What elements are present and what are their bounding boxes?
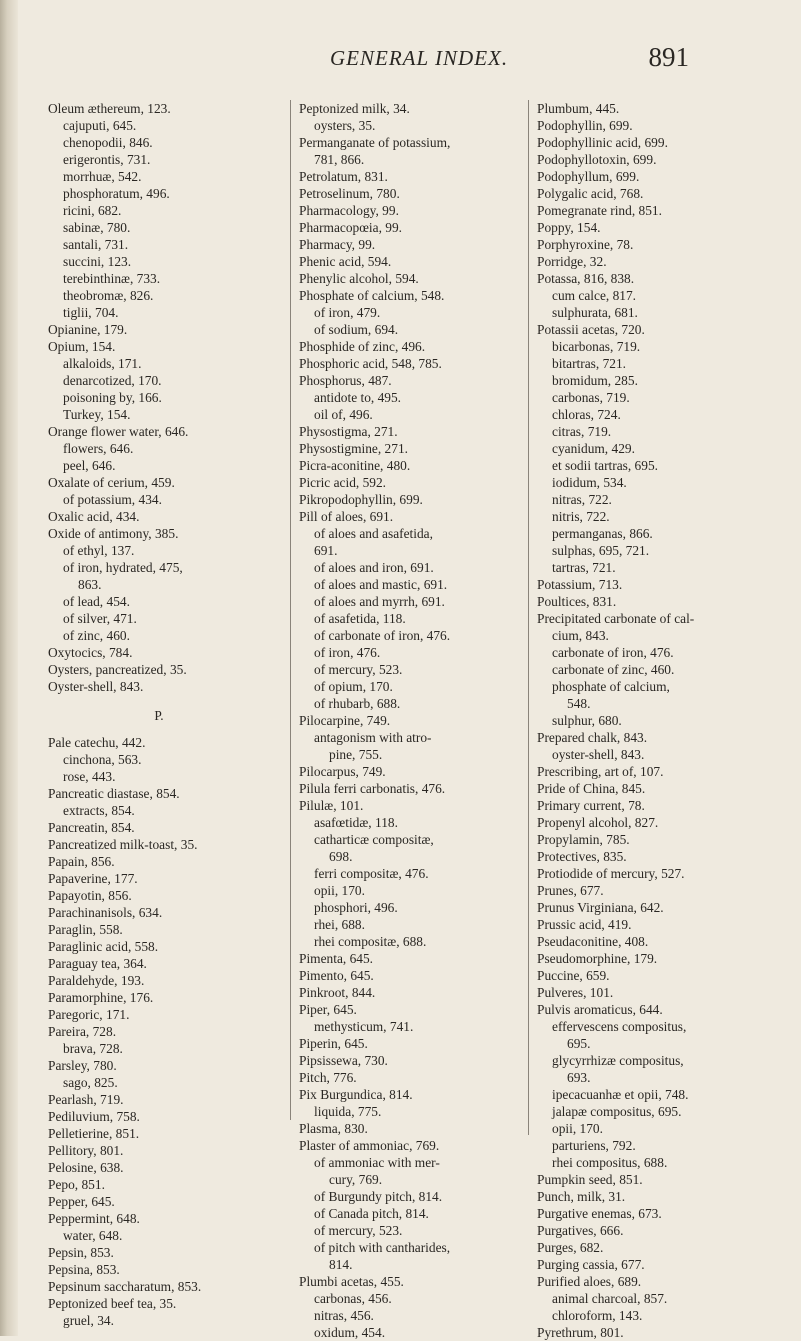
index-subentry: of silver, 471. [63, 611, 137, 626]
index-subentry: sulphurata, 681. [552, 305, 638, 320]
index-entry: Porphyroxine, 78. [537, 237, 634, 252]
index-entry: Pellitory, 801. [48, 1143, 124, 1158]
index-subentry: of iron, 479. [314, 305, 381, 320]
index-entry: Potassium, 713. [537, 577, 623, 592]
index-entry: Podophyllum, 699. [537, 169, 640, 184]
index-entry: Oxide of antimony, 385. [48, 526, 179, 541]
page-number: 891 [648, 42, 689, 72]
index-entry: Pix Burgundica, 814. [299, 1087, 413, 1102]
index-subentry: of Burgundy pitch, 814. [314, 1189, 443, 1204]
index-entry: Paramorphine, 176. [48, 990, 154, 1005]
index-entry: Parachinanisols, 634. [48, 905, 163, 920]
index-subentry: 698. [329, 849, 353, 864]
index-entry: Pancreatin, 854. [48, 820, 135, 835]
index-entry: Pilulæ, 101. [299, 798, 364, 813]
index-entry: Pepsinum saccharatum, 853. [48, 1279, 202, 1294]
index-subentry: theobromæ, 826. [63, 288, 154, 303]
running-title: GENERAL INDEX. [330, 46, 509, 70]
index-entry: Phosphoric acid, 548, 785. [299, 356, 442, 371]
index-subentry: of ethyl, 137. [63, 543, 135, 558]
index-entry: Pseudomorphine, 179. [537, 951, 658, 966]
index-subentry: 693. [567, 1070, 591, 1085]
index-subentry: of pitch with cantharides, [314, 1240, 451, 1255]
index-entry: Pimenta, 645. [299, 951, 374, 966]
index-entry: Oxalate of cerium, 459. [48, 475, 175, 490]
index-subentry: of zinc, 460. [63, 628, 130, 643]
index-entry: Piper, 645. [299, 1002, 357, 1017]
index-subentry: of sodium, 694. [314, 322, 399, 337]
index-subentry: ferri compositæ, 476. [314, 866, 429, 881]
index-entry: Paregoric, 171. [48, 1007, 130, 1022]
page-spine-shadow [0, 0, 18, 1336]
index-subentry: phosphoratum, 496. [63, 186, 170, 201]
index-subentry: tartras, 721. [552, 560, 616, 575]
index-subentry: of rhubarb, 688. [314, 696, 401, 711]
index-entry: Pepsina, 853. [48, 1262, 120, 1277]
index-subentry: iodidum, 534. [552, 475, 627, 490]
index-subentry: of Canada pitch, 814. [314, 1206, 429, 1221]
index-entry: Paraglin, 558. [48, 922, 123, 937]
index-subentry: brava, 728. [63, 1041, 123, 1056]
index-column-right [528, 100, 759, 1340]
index-subentry: bicarbonas, 719. [552, 339, 641, 354]
index-subentry: cinchona, 563. [63, 752, 142, 767]
index-entry: Phosphide of zinc, 496. [299, 339, 426, 354]
index-entry: Plaster of ammoniac, 769. [299, 1138, 440, 1153]
index-entry: Pikropodophyllin, 699. [299, 492, 423, 507]
index-entry: Pilocarpus, 749. [299, 764, 386, 779]
index-subentry: carbonate of zinc, 460. [552, 662, 675, 677]
index-subentry: 548. [567, 696, 591, 711]
index-subentry: ipecacuanhæ et opii, 748. [552, 1087, 689, 1102]
index-subentry: 781, 866. [314, 152, 365, 167]
index-subentry: effervescens compositus, [552, 1019, 687, 1034]
index-entry: Purgative enemas, 673. [537, 1206, 662, 1221]
index-subentry: opii, 170. [552, 1121, 603, 1136]
index-entry: Physostigma, 271. [299, 424, 398, 439]
index-subentry: nitras, 456. [314, 1308, 374, 1323]
index-subentry: cajuputi, 645. [63, 118, 137, 133]
index-entry: Pancreatized milk-toast, 35. [48, 837, 198, 852]
index-subentry: antidote to, 495. [314, 390, 402, 405]
page-header [60, 40, 689, 80]
index-entry: Poppy, 154. [537, 220, 601, 235]
index-subentry: nitris, 722. [552, 509, 610, 524]
index-entry: Papaverine, 177. [48, 871, 138, 886]
index-entry: Paraglinic acid, 558. [48, 939, 159, 954]
index-entry: Pipsissewa, 730. [299, 1053, 388, 1068]
index-subentry: carbonas, 456. [314, 1291, 392, 1306]
index-entry: Prescribing, art of, 107. [537, 764, 664, 779]
index-entry: Pediluvium, 758. [48, 1109, 140, 1124]
index-entry: Petroselinum, 780. [299, 186, 400, 201]
index-subentry: of carbonate of iron, 476. [314, 628, 451, 643]
index-entry: Oysters, pancreatized, 35. [48, 662, 187, 677]
index-entry: Phenic acid, 594. [299, 254, 392, 269]
index-entry: Oyster-shell, 843. [48, 679, 144, 694]
index-subentry: 695. [567, 1036, 591, 1051]
index-entry: Pilocarpine, 749. [299, 713, 391, 728]
index-subentry: of potassium, 434. [63, 492, 162, 507]
index-entry: Puccine, 659. [537, 968, 610, 983]
index-subentry: of mercury, 523. [314, 1223, 403, 1238]
index-entry: Orange flower water, 646. [48, 424, 189, 439]
index-subentry: methysticum, 741. [314, 1019, 414, 1034]
index-subentry: rhei compositæ, 688. [314, 934, 427, 949]
index-entry: Pseudaconitine, 408. [537, 934, 649, 949]
index-entry: Opium, 154. [48, 339, 116, 354]
index-entry: Potassii acetas, 720. [537, 322, 645, 337]
index-entry: Purified aloes, 689. [537, 1274, 642, 1289]
index-subentry: carbonas, 719. [552, 390, 630, 405]
index-subentry: water, 648. [63, 1228, 123, 1243]
index-entry: Pride of China, 845. [537, 781, 646, 796]
index-subentry: terebinthinæ, 733. [63, 271, 161, 286]
index-entry: Prussic acid, 419. [537, 917, 632, 932]
index-entry: Opianine, 179. [48, 322, 128, 337]
index-subentry: 691. [314, 543, 338, 558]
index-entry: Polygalic acid, 768. [537, 186, 644, 201]
index-entry: Pyrethrum, 801. [537, 1325, 624, 1340]
index-subentry: cury, 769. [329, 1172, 383, 1187]
index-entry: Propenyl alcohol, 827. [537, 815, 659, 830]
index-entry: Plumbi acetas, 455. [299, 1274, 404, 1289]
index-subentry: of opium, 170. [314, 679, 393, 694]
index-entry: Pepper, 645. [48, 1194, 115, 1209]
index-entry: Paraldehyde, 193. [48, 973, 145, 988]
index-subentry: erigerontis, 731. [63, 152, 151, 167]
index-entry: Pearlash, 719. [48, 1092, 124, 1107]
index-subentry: of aloes and mastic, 691. [314, 577, 448, 592]
index-entry: Papayotin, 856. [48, 888, 132, 903]
index-entry: Pharmacy, 99. [299, 237, 376, 252]
index-entry: Pimento, 645. [299, 968, 374, 983]
index-subentry: chloras, 724. [552, 407, 621, 422]
index-subentry: pine, 755. [329, 747, 383, 762]
index-entry: Pinkroot, 844. [299, 985, 376, 1000]
section-letter-heading: P. [154, 708, 164, 723]
index-subentry: parturiens, 792. [552, 1138, 636, 1153]
index-entry: Pharmacopœia, 99. [299, 220, 403, 235]
index-entry: Potassa, 816, 838. [537, 271, 635, 286]
index-subentry: Turkey, 154. [63, 407, 131, 422]
index-subentry: of lead, 454. [63, 594, 130, 609]
index-entry: Pepo, 851. [48, 1177, 105, 1192]
index-entry: Pitch, 776. [299, 1070, 357, 1085]
index-subentry: santali, 731. [63, 237, 129, 252]
index-subentry: of aloes and asafetida, [314, 526, 433, 541]
index-entry: Phosphate of calcium, 548. [299, 288, 445, 303]
index-subentry: peel, 646. [63, 458, 116, 473]
index-entry: Peptonized beef tea, 35. [48, 1296, 177, 1311]
index-entry: Podophyllinic acid, 699. [537, 135, 668, 150]
index-subentry: catharticæ compositæ, [314, 832, 434, 847]
index-subentry: of iron, 476. [314, 645, 381, 660]
index-entry: Picric acid, 592. [299, 475, 387, 490]
index-entry: Phenylic alcohol, 594. [299, 271, 419, 286]
index-entry: Prepared chalk, 843. [537, 730, 648, 745]
index-subentry: phosphori, 496. [314, 900, 398, 915]
index-subentry: cium, 843. [552, 628, 609, 643]
index-entry: Pelosine, 638. [48, 1160, 124, 1175]
index-subentry: rose, 443. [63, 769, 116, 784]
index-subentry: bromidum, 285. [552, 373, 638, 388]
index-subentry: permanganas, 866. [552, 526, 653, 541]
index-subentry: chloroform, 143. [552, 1308, 643, 1323]
index-subentry: sabinæ, 780. [63, 220, 131, 235]
index-subentry: glycyrrhizæ compositus, [552, 1053, 684, 1068]
index-entry: Propylamin, 785. [537, 832, 630, 847]
index-subentry: nitras, 722. [552, 492, 612, 507]
index-entry: Pareira, 728. [48, 1024, 117, 1039]
index-entry: Pharmacology, 99. [299, 203, 399, 218]
index-entry: Protiodide of mercury, 527. [537, 866, 685, 881]
index-subentry: extracts, 854. [63, 803, 135, 818]
index-entry: Purgatives, 666. [537, 1223, 624, 1238]
index-entry: Prunus Virginiana, 642. [537, 900, 664, 915]
index-entry: Podophyllin, 699. [537, 118, 633, 133]
index-entry: Pancreatic diastase, 854. [48, 786, 180, 801]
index-subentry: flowers, 646. [63, 441, 134, 456]
index-subentry: phosphate of calcium, [552, 679, 670, 694]
index-entry: Protectives, 835. [537, 849, 627, 864]
index-entry: Prunes, 677. [537, 883, 604, 898]
index-entry: Poultices, 831. [537, 594, 617, 609]
index-entry: Parsley, 780. [48, 1058, 117, 1073]
index-subentry: chenopodii, 846. [63, 135, 153, 150]
index-entry: Purging cassia, 677. [537, 1257, 645, 1272]
index-subentry: of asafetida, 118. [314, 611, 406, 626]
index-subentry: of aloes and myrrh, 691. [314, 594, 445, 609]
index-entry: Piperin, 645. [299, 1036, 368, 1051]
index-subentry: cyanidum, 429. [552, 441, 635, 456]
index-subentry: tiglii, 704. [63, 305, 119, 320]
index-subentry: sulphur, 680. [552, 713, 622, 728]
index-entry: Pumpkin seed, 851. [537, 1172, 643, 1187]
index-entry: Pilula ferri carbonatis, 476. [299, 781, 446, 796]
index-subentry: bitartras, 721. [552, 356, 627, 371]
index-subentry: of aloes and iron, 691. [314, 560, 434, 575]
index-subentry: 863. [78, 577, 102, 592]
index-subentry: rhei, 688. [314, 917, 365, 932]
index-subentry: of iron, hydrated, 475, [63, 560, 183, 575]
index-subentry: et sodii tartras, 695. [552, 458, 658, 473]
index-subentry: oysters, 35. [314, 118, 376, 133]
index-entry: Peppermint, 648. [48, 1211, 140, 1226]
index-subentry: alkaloids, 171. [63, 356, 142, 371]
index-entry: Oxytocics, 784. [48, 645, 133, 660]
index-entry: Permanganate of potassium, [299, 135, 451, 150]
index-entry: Purges, 682. [537, 1240, 604, 1255]
index-entry: Pulveres, 101. [537, 985, 614, 1000]
index-entry: Papain, 856. [48, 854, 115, 869]
index-entry: Pill of aloes, 691. [299, 509, 394, 524]
index-subentry: gruel, 34. [63, 1313, 114, 1328]
index-column-middle [290, 100, 517, 1340]
index-subentry: jalapæ compositus, 695. [552, 1104, 682, 1119]
index-column-left [48, 100, 270, 1329]
index-entry: Primary current, 78. [537, 798, 645, 813]
index-subentry: opii, 170. [314, 883, 365, 898]
index-entry: Oleum ætherеum, 123. [48, 101, 171, 116]
index-subentry: oxidum, 454. [314, 1325, 386, 1340]
index-subentry: morrhuæ, 542. [63, 169, 142, 184]
index-entry: Phosphorus, 487. [299, 373, 392, 388]
index-entry: Porridge, 32. [537, 254, 607, 269]
index-entry: Picra-aconitine, 480. [299, 458, 411, 473]
index-subentry: 814. [329, 1257, 353, 1272]
index-entry: Pale catechu, 442. [48, 735, 146, 750]
index-entry: Pomegranate rind, 851. [537, 203, 662, 218]
index-subentry: animal charcoal, 857. [552, 1291, 668, 1306]
index-entry: Petrolatum, 831. [299, 169, 388, 184]
index-entry: Pulvis aromaticus, 644. [537, 1002, 663, 1017]
index-subentry: rhei compositus, 688. [552, 1155, 668, 1170]
index-entry: Plumbum, 445. [537, 101, 620, 116]
index-subentry: sulphas, 695, 721. [552, 543, 650, 558]
index-subentry: ricini, 682. [63, 203, 122, 218]
index-subentry: oil of, 496. [314, 407, 373, 422]
index-entry: Physostigmine, 271. [299, 441, 408, 456]
index-subentry: poisoning by, 166. [63, 390, 162, 405]
index-subentry: cum calce, 817. [552, 288, 637, 303]
index-entry: Punch, milk, 31. [537, 1189, 626, 1204]
index-subentry: carbonate of iron, 476. [552, 645, 674, 660]
index-subentry: of ammoniac with mer- [314, 1155, 440, 1170]
index-subentry: of mercury, 523. [314, 662, 403, 677]
index-entry: Oxalic acid, 434. [48, 509, 140, 524]
index-subentry: succini, 123. [63, 254, 132, 269]
index-subentry: sago, 825. [63, 1075, 118, 1090]
index-entry: Paraguay tea, 364. [48, 956, 147, 971]
index-entry: Pelletierine, 851. [48, 1126, 140, 1141]
index-subentry: oyster-shell, 843. [552, 747, 645, 762]
index-entry: Peptonized milk, 34. [299, 101, 410, 116]
index-subentry: antagonism with atro- [314, 730, 432, 745]
index-subentry: citras, 719. [552, 424, 612, 439]
index-entry: Precipitated carbonate of cal- [537, 611, 695, 626]
index-subentry: liquida, 775. [314, 1104, 382, 1119]
index-subentry: asafœtidæ, 118. [314, 815, 398, 830]
index-entry: Podophyllotoxin, 699. [537, 152, 657, 167]
index-entry: Plasma, 830. [299, 1121, 368, 1136]
index-subentry: denarcotized, 170. [63, 373, 162, 388]
index-entry: Pepsin, 853. [48, 1245, 114, 1260]
